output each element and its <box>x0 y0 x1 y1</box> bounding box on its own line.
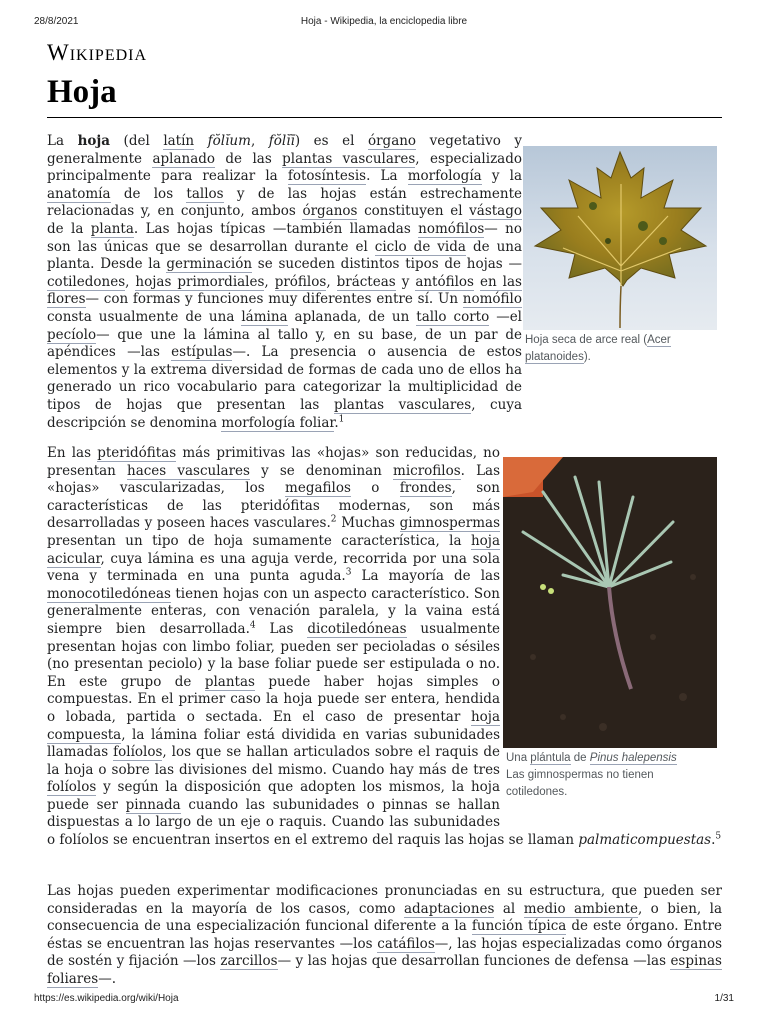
link-ciclo-de-vida[interactable]: ciclo de vida <box>374 238 466 255</box>
print-date: 28/8/2021 <box>34 16 79 27</box>
link-germinacion[interactable]: germinación <box>166 256 253 273</box>
link-nomofilos[interactable]: nomófilos <box>418 220 485 237</box>
link-pteridofitas[interactable]: pteridófitas <box>97 445 177 461</box>
link-planta[interactable]: planta <box>90 220 134 237</box>
reference-3[interactable]: 3 <box>345 567 352 578</box>
figure2-caption: Una plántula de Pinus halepensis Las gimnospermas no tienen cotiledones. <box>506 752 677 798</box>
pinus-link[interactable]: Pinus halepensis <box>589 752 677 764</box>
link-hoja-compuesta[interactable]: hoja compuesta <box>47 708 500 743</box>
link-pinnada[interactable]: pinnada <box>125 796 181 813</box>
link-peciolo[interactable]: pecíolo <box>47 326 97 343</box>
link-plantas[interactable]: plantas <box>204 673 255 690</box>
figure1-caption: Hoja seca de arce real (Acer platanoides). <box>525 334 671 363</box>
link-megafilos[interactable]: megafilos <box>285 480 351 497</box>
link-dicotiledoneas[interactable]: dicotiledóneas <box>307 620 407 637</box>
figure2-float-spacer <box>500 445 722 828</box>
link-latin[interactable]: latín <box>163 133 195 149</box>
figure1-float-spacer <box>522 133 722 397</box>
wikipedia-logo[interactable]: Wikipedia <box>47 40 148 65</box>
link-adaptaciones[interactable]: adaptaciones <box>403 900 495 917</box>
link-en-las-flores[interactable]: en las flores <box>47 273 522 308</box>
link-aplanado[interactable]: aplanado <box>152 150 216 167</box>
acer-link[interactable]: Acer platanoides <box>525 334 671 363</box>
link-tallos[interactable]: tallos <box>186 185 224 202</box>
link-monocotiledoneas[interactable]: monocotiledóneas <box>47 585 171 602</box>
title-divider <box>47 117 722 118</box>
link-vastago[interactable]: vástago <box>469 203 522 220</box>
link-haces-vasculares[interactable]: haces vasculares <box>127 462 250 479</box>
plantula-link[interactable]: plántula <box>530 752 571 764</box>
print-title: Hoja - Wikipedia, la enciclopedia libre <box>300 16 468 27</box>
link-organo[interactable]: órgano <box>367 133 417 149</box>
reference-2[interactable]: 2 <box>330 514 337 525</box>
link-espinas-foliares[interactable]: espinas foliares <box>47 953 722 987</box>
link-microfilos[interactable]: microfilos <box>393 462 461 479</box>
link-frondes[interactable]: frondes <box>399 480 452 497</box>
link-lamina[interactable]: lámina <box>241 308 288 325</box>
link-catafilos[interactable]: catáfilos <box>377 935 435 952</box>
print-url: https://es.wikipedia.org/wiki/Hoja <box>34 993 179 1004</box>
reference-4[interactable]: 4 <box>249 620 256 631</box>
link-cotiledones[interactable]: cotiledones <box>47 273 126 290</box>
link-plantas-vasculares-2[interactable]: plantas vasculares <box>333 396 472 413</box>
link-estipulas[interactable]: estípulas <box>171 344 233 361</box>
link-funcion-tipica[interactable]: función típica <box>471 918 567 935</box>
link-zarcillos[interactable]: zarcillos <box>220 953 278 970</box>
link-hoja-acicular[interactable]: hoja acicular <box>47 532 500 567</box>
link-foliolos[interactable]: folíolos <box>113 744 163 761</box>
page-number: 1/31 <box>714 993 734 1004</box>
paragraph-intro: La hoja (del latín fŏlĭum, fŏlĭī) es el órgano vegetativo y generalmente aplanado de las plantas vasculares, especializado principalmente para realizar la fotosíntesis. La morfología y la anatomía de los tallos y de las hojas están estrechamente relacionadas y, en conjunto, ambos órganos constituyen el vástago de la planta. Las hojas típicas —también llamadas nomófilos— no son las únicas que se desarrollan durante el ciclo de vida de una planta. Desde la germinación se suceden distintos tipos de hojas —cotiledones, hojas primordiales, prófilos, brácteas y antófilos en las flores— con formas y funciones muy diferentes entre sí. Un nomófilo consta usualmente de una lámina aplanada, de un tallo corto —el pecíolo— que une la lámina al tallo y, en su base, de un par de apéndices —las estípulas—. La presencia o ausencia de estos elementos y la extrema diversidad de formas de cada uno de ellos ha generado un rico vocabulario para categorizar la multiplicidad de tipos de hojas que presentan las plantas vasculares, cuya descripción se denomina morfología foliar.$^1$ <box>47 133 722 432</box>
reference-1[interactable]: 1 <box>338 414 345 424</box>
link-fotosintesis[interactable]: fotosíntesis <box>287 168 367 185</box>
paragraph-modificaciones: Las hojas pueden experimentar modificaciones pronunciadas en su estructura, que pueden ser consideradas en la mayoría de los casos, como adaptaciones al medio ambiente, o bien, la consecuencia de una especialización funcional diferente a la función típica de este órgano. Entre éstas se encuentran las hojas reservantes —los catáfilos—, las hojas especializadas como órganos de sostén y fijación —los zarcillos— y las hojas que desarrollan funciones de defensa —las espinas foliares—. <box>47 883 722 987</box>
link-anatomia[interactable]: anatomía <box>47 185 111 202</box>
link-nomofilo[interactable]: nomófilo <box>462 291 522 308</box>
link-antofilos[interactable]: antófilos <box>415 273 474 290</box>
link-hojas-primordiales[interactable]: hojas primordiales <box>135 273 265 290</box>
link-bracteas[interactable]: brácteas <box>336 273 396 290</box>
link-gimnospermas[interactable]: gimnospermas <box>399 515 500 532</box>
link-foliolos-2[interactable]: folíolos <box>47 779 97 796</box>
link-tallo-corto[interactable]: tallo corto <box>416 308 490 325</box>
link-profilos[interactable]: prófilos <box>274 273 327 290</box>
link-medio-ambiente[interactable]: medio ambiente <box>523 900 638 917</box>
link-morfologia-foliar[interactable]: morfología foliar <box>221 414 335 431</box>
reference-5[interactable]: 5 <box>715 831 722 842</box>
link-morfologia[interactable]: morfología <box>407 168 482 185</box>
link-plantas-vasculares[interactable]: plantas vasculares <box>282 150 416 167</box>
link-organos[interactable]: órganos <box>302 203 358 220</box>
page-title: Hoja <box>47 74 117 110</box>
paragraph-pteridofitas: En las pteridófitas más primitivas las «hojas» son reducidas, no presentan haces vasculares y se denominan microfilos. Las «hojas» vascularizadas, los megafilos o frondes, son características de las pteridófitas modernas, son más desarrolladas y poseen haces vasculares.$^2$ Muchas gimnospermas presentan un tipo de hoja sumamente característica, la hoja acicular, cuya lámina es una aguja verde, recorrida por una sola vena y terminada en una punta aguda.$^3$ La mayoría de las monocotiledóneas tienen hojas con un aspecto característico. Son generalmente enteras, con venación paralela, y la vaina está siempre bien desarrollada.$^4$ Las dicotiledóneas usualmente presentan hojas con limbo foliar, pueden ser pecioladas o sésiles (no presentan peciolo) y la base foliar puede ser estipulada o no. En este grupo de plantas puede haber hojas simples o compuestas. En el primer caso la hoja puede ser entera, hendida o lobada, partida o sectada. En el caso de presentar hoja compuesta, la lámina foliar está dividida en varias subunidades llamadas folíolos, los que se hallan articulados sobre el raquis de la hoja o sobre las divisiones del mismo. Cuando hay más de tres folíolos y según la disposición que adopten los mismos, la hoja puede ser pinnada cuando las subunidades o pinnas se hallan dispuestas a lo largo de un eje o raquis. Cuando las subunidades o folíolos se encuentran insertos en el extremo del raquis las hojas se llaman palmaticompuestas.$^5$ <box>47 445 722 849</box>
